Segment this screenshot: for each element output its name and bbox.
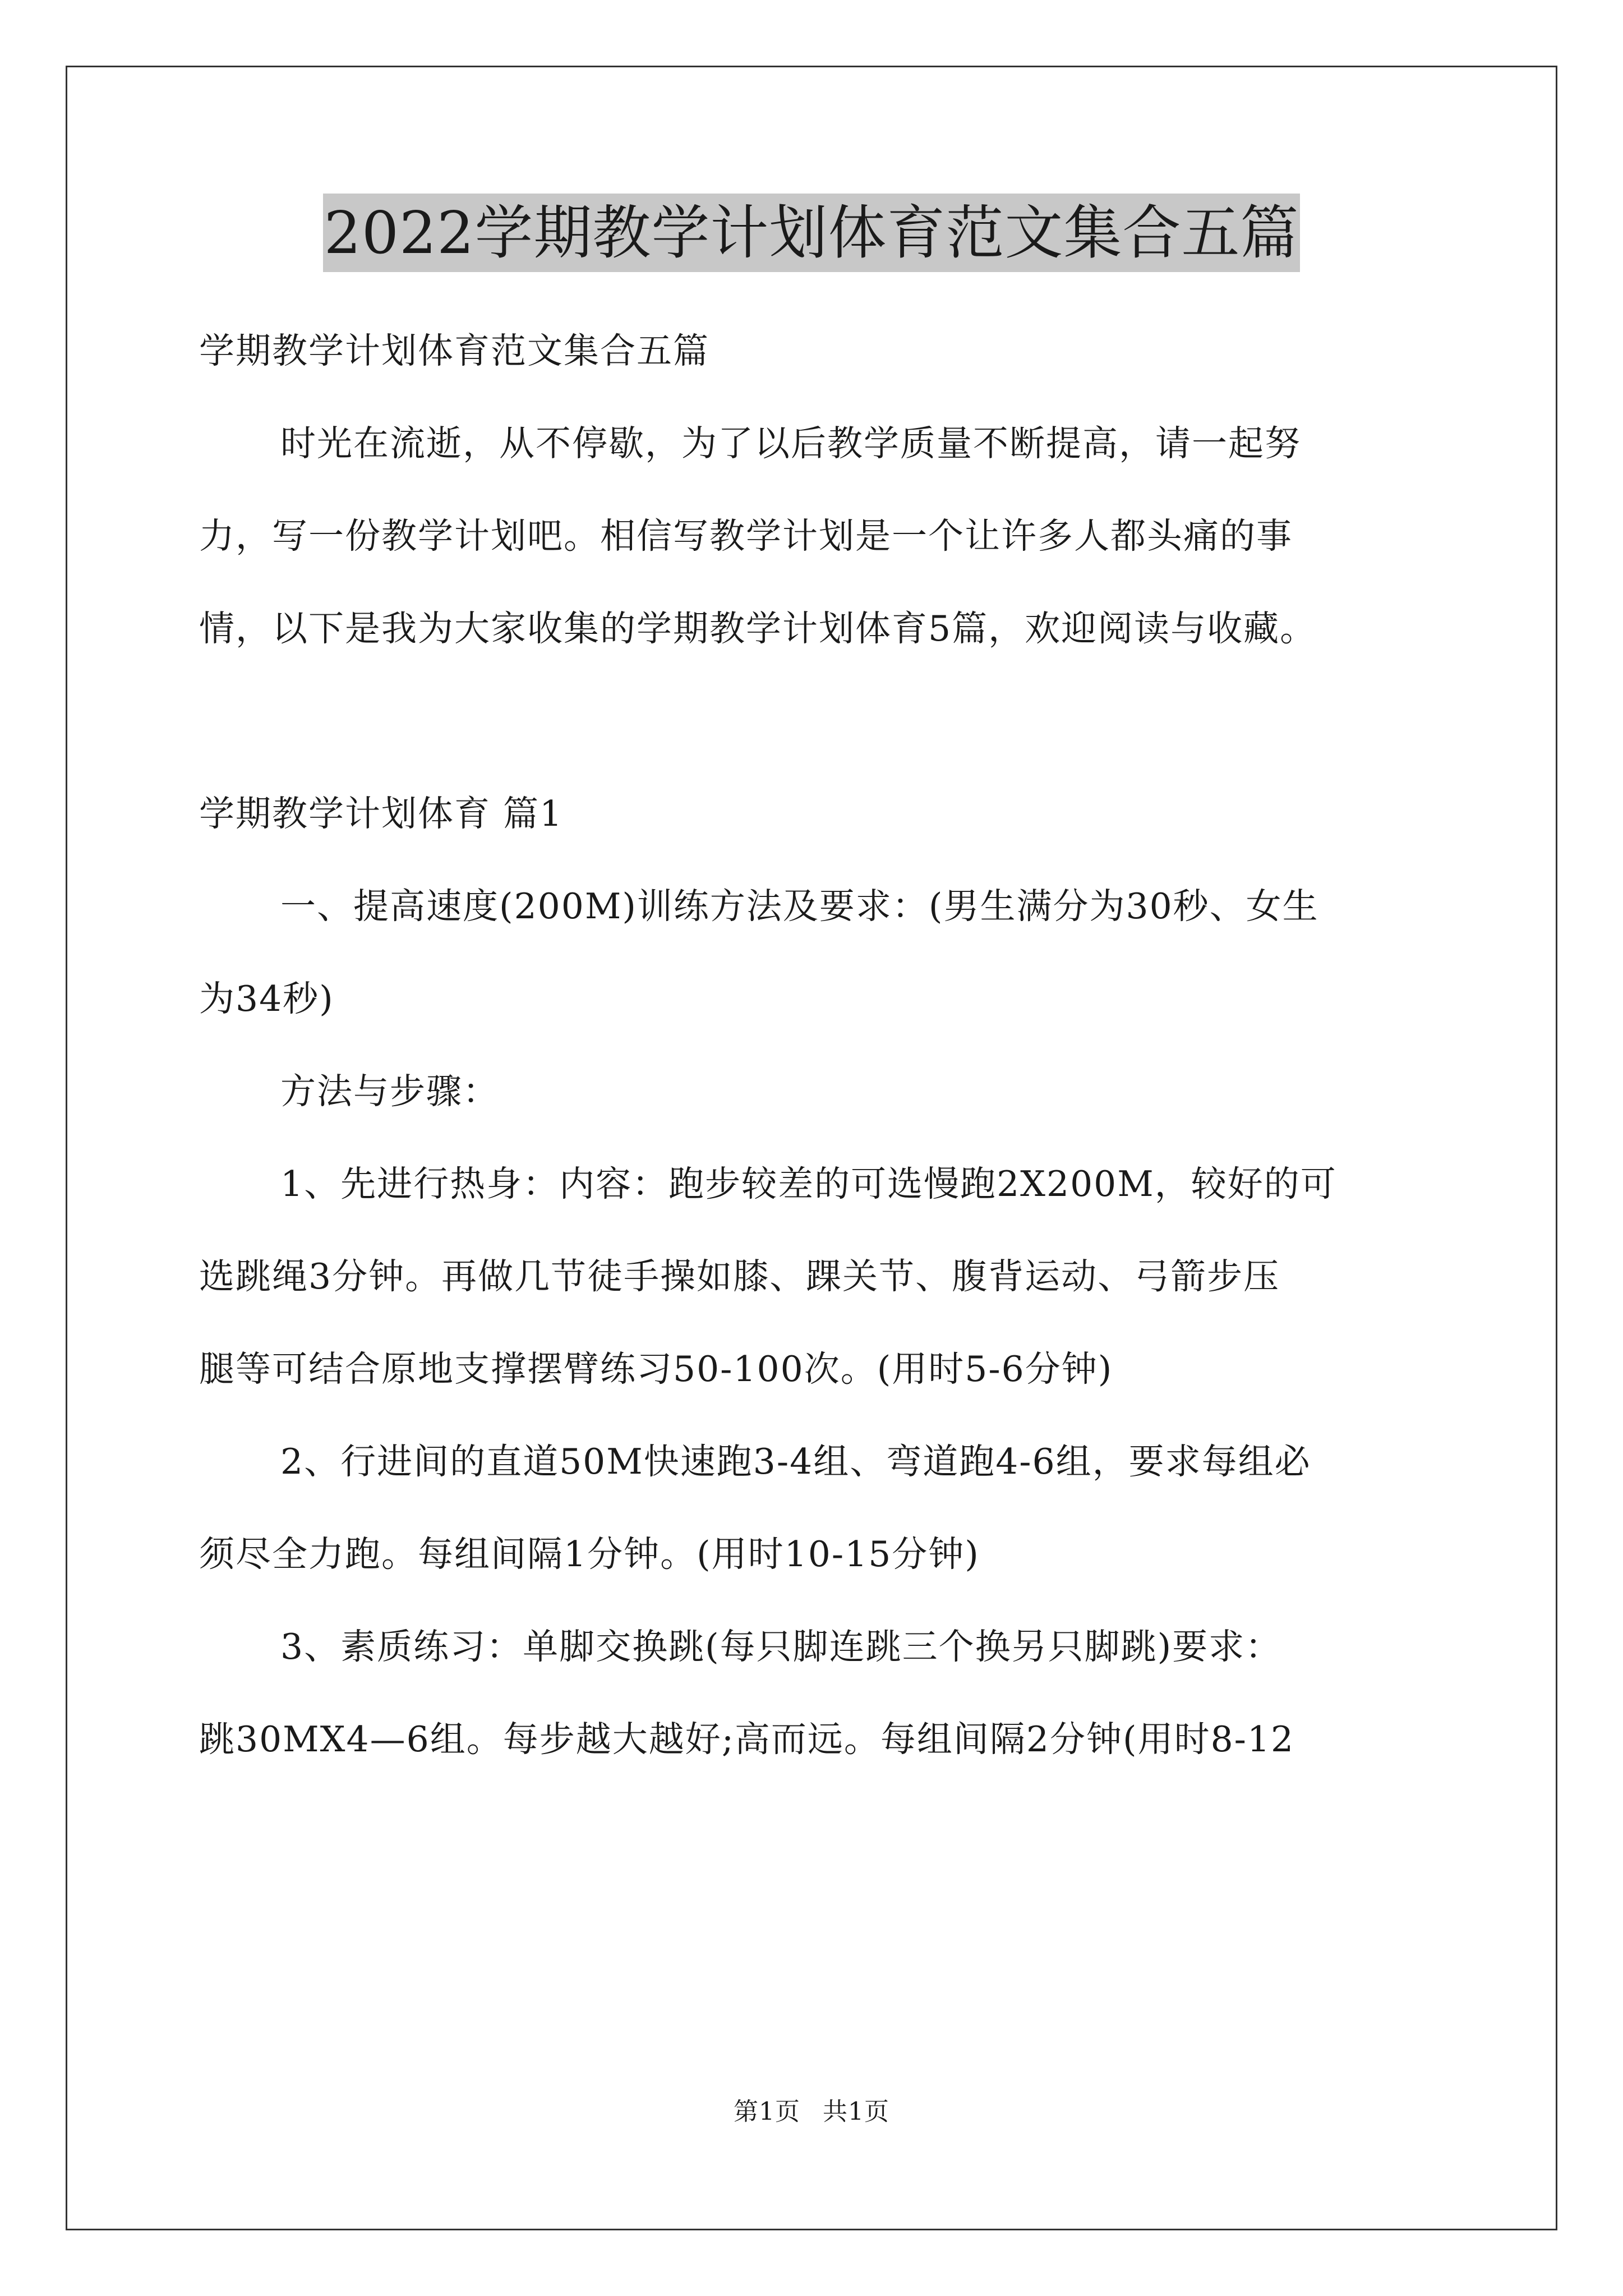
text-line: 2、行进间的直道50M快速跑3-4组、弯道跑4-6组，要求每组必: [280, 1441, 1311, 1482]
text-line: 时光在流逝，从不停歇，为了以后教学质量不断提高，请一起努: [280, 423, 1301, 464]
text-line: 1、先进行热身：内容：跑步较差的可选慢跑2X200M，较好的可: [280, 1163, 1337, 1204]
page-footer: [0, 2095, 1623, 2129]
text-line: 选跳绳3分钟。再做几节徒手操如膝、踝关节、腹背运动、弓箭步压: [199, 1256, 1280, 1297]
page-total: 共1页: [823, 2097, 889, 2126]
text-line: 跳30MX4—6组。每步越大越好;高而远。每组间隔2分钟(用时8-12: [199, 1719, 1295, 1760]
text-line: 力，写一份教学计划吧。相信写教学计划是一个让许多人都头痛的事: [199, 516, 1293, 556]
text-line: 方法与步骤：: [280, 1071, 499, 1112]
text-line: 3、素质练习：单脚交换跳(每只脚连跳三个换另只脚跳)要求：: [280, 1626, 1282, 1667]
text-line: 为34秒): [199, 978, 334, 1019]
text-line: 腿等可结合原地支撑摆臂练习50-100次。(用时5-6分钟): [199, 1349, 1113, 1389]
text-line: 须尽全力跑。每组间隔1分钟。(用时10-15分钟): [199, 1534, 980, 1575]
text-line: 一、提高速度(200M)训练方法及要求：(男生满分为30秒、女生: [280, 886, 1319, 927]
text-line: 学期教学计划体育范文集合五篇: [199, 330, 709, 371]
text-line: 学期教学计划体育 篇1: [199, 793, 564, 834]
text-line: 情，以下是我为大家收集的学期教学计划体育5篇，欢迎阅读与收藏。: [199, 608, 1317, 649]
title-container: [0, 194, 1623, 272]
document-body: [199, 305, 1432, 1786]
page-number: 第1页: [734, 2097, 800, 2126]
document-title: 2022学期教学计划体育范文集合五篇: [323, 194, 1301, 272]
blank-line: [199, 675, 1432, 767]
